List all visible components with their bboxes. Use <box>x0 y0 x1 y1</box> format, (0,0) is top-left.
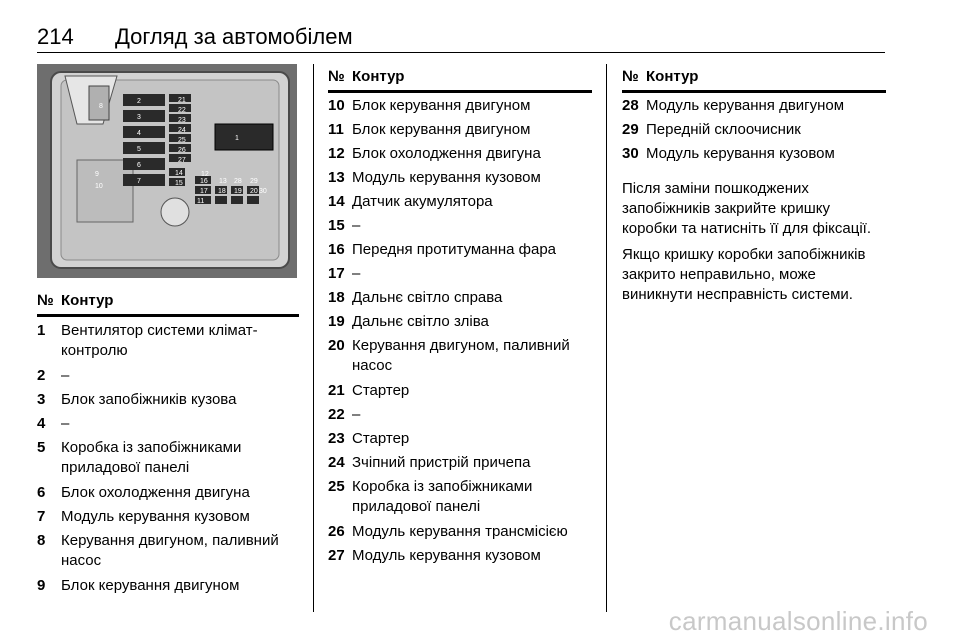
mounting-stud <box>161 198 189 226</box>
fuse-label: 13 <box>219 178 227 185</box>
fuse-label: 6 <box>137 162 141 169</box>
item-number: 16 <box>328 241 345 258</box>
item-number: 19 <box>328 313 345 330</box>
item-label: Стартер <box>352 430 410 447</box>
fuse-label: 14 <box>175 170 183 177</box>
paragraph-line: Після заміни пошкоджених <box>622 180 809 197</box>
item-number: 10 <box>328 97 345 114</box>
item-label-cont: насос <box>352 357 393 374</box>
item-label: Дальнє світло справа <box>352 289 503 306</box>
fuse-label: 11 <box>197 198 205 205</box>
page-header <box>37 24 885 53</box>
item-label: Модуль керування кузовом <box>61 508 250 525</box>
item-label: Блок охолодження двигуна <box>61 484 250 501</box>
header-label: Контур <box>352 68 405 85</box>
item-label: Модуль керування трансмісією <box>352 523 568 540</box>
item-number: 13 <box>328 169 345 186</box>
fuse-label: 30 <box>259 188 267 195</box>
fuse-label: 21 <box>178 97 186 104</box>
fuse-label: 18 <box>218 188 226 195</box>
item-label: Передня протитуманна фара <box>352 241 557 258</box>
item-label: – <box>61 367 70 384</box>
item-label: Модуль керування кузовом <box>646 145 835 162</box>
item-number: 4 <box>37 415 46 432</box>
item-label: – <box>352 265 361 282</box>
item-number: 30 <box>622 145 639 162</box>
column-divider <box>606 64 607 612</box>
fuse-label: 7 <box>137 178 141 185</box>
item-number: 11 <box>328 121 344 138</box>
item-label: Коробка із запобіжниками <box>61 439 242 456</box>
item-label: Блок запобіжників кузова <box>61 391 237 408</box>
item-label: Коробка із запобіжниками <box>352 478 533 495</box>
fuse-label: 9 <box>95 171 99 178</box>
item-number: 17 <box>328 265 345 282</box>
item-number: 14 <box>328 193 345 210</box>
item-label: Зчіпний пристрій причепа <box>352 454 531 471</box>
fuse-label: 1 <box>235 135 239 142</box>
instruction-paragraph <box>622 179 902 239</box>
item-number: 20 <box>328 337 345 354</box>
item-label: Датчик акумулятора <box>352 193 493 210</box>
table-header <box>622 68 886 93</box>
item-label: Модуль керування кузовом <box>352 547 541 564</box>
fuse-label: 26 <box>178 147 186 154</box>
table-header <box>328 68 592 93</box>
fuse-slot <box>215 124 273 150</box>
paragraph-line: Якщо кришку коробки запобіжників <box>622 246 866 263</box>
watermark: carmanualsonline.info <box>668 606 928 636</box>
warning-paragraph <box>622 245 902 305</box>
item-number: 27 <box>328 547 345 564</box>
item-number: 23 <box>328 430 345 447</box>
fuse-label: 8 <box>99 103 103 110</box>
item-number: 15 <box>328 217 345 234</box>
paragraph-line: коробки та натисніть її для фіксації. <box>622 220 871 237</box>
fuse-box-illustration <box>37 64 297 278</box>
fuse-label: 5 <box>137 146 141 153</box>
header-num: № <box>622 68 639 85</box>
item-number: 28 <box>622 97 639 114</box>
paragraph-line: запобіжників закрийте кришку <box>622 200 830 217</box>
fuse-label: 2 <box>137 98 141 105</box>
item-label: Стартер <box>352 382 410 399</box>
fuse-box-diagram <box>37 64 297 278</box>
header-label: Контур <box>61 292 114 309</box>
fuse-label: 3 <box>137 114 141 121</box>
item-label: Блок керування двигуном <box>352 121 531 138</box>
item-number: 18 <box>328 289 345 306</box>
page-title: Догляд за автомобілем <box>115 24 353 49</box>
header-num: № <box>37 292 54 309</box>
item-label: Дальнє світло зліва <box>352 313 489 330</box>
item-number: 12 <box>328 145 345 162</box>
item-number: 25 <box>328 478 345 495</box>
item-number: 7 <box>37 508 46 525</box>
fuse-label: 10 <box>95 183 103 190</box>
item-label: Керування двигуном, паливний <box>61 532 279 549</box>
fuse-label: 24 <box>178 127 186 134</box>
header-label: Контур <box>646 68 699 85</box>
fuse-label: 23 <box>178 117 186 124</box>
item-number: 24 <box>328 454 345 471</box>
table-header <box>37 292 299 317</box>
item-label-cont: приладової панелі <box>352 498 481 515</box>
page-number: 214 <box>37 24 74 49</box>
item-label: Блок керування двигуном <box>352 97 531 114</box>
item-label: Вентилятор системи клімат- <box>61 322 258 339</box>
fuse-label: 16 <box>200 178 208 185</box>
item-label: – <box>61 415 70 432</box>
paragraph-line: закрито неправильно, може <box>622 266 816 283</box>
item-label-cont: контролю <box>61 342 128 359</box>
item-label: – <box>352 406 361 423</box>
fuse-label: 20 <box>250 188 258 195</box>
item-label: Блок керування двигуном <box>61 577 240 594</box>
item-label-cont: насос <box>61 552 102 569</box>
fuse-label: 28 <box>234 178 242 185</box>
fuse-label: 27 <box>178 157 186 164</box>
item-number: 8 <box>37 532 46 549</box>
item-number: 22 <box>328 406 345 423</box>
item-number: 9 <box>37 577 46 594</box>
fuse-label: 19 <box>234 188 242 195</box>
paragraph-line: виникнути несправність системи. <box>622 286 853 303</box>
fuse-label: 4 <box>137 130 141 137</box>
item-label: Блок охолодження двигуна <box>352 145 541 162</box>
item-label: Модуль керування двигуном <box>646 97 845 114</box>
item-number: 21 <box>328 382 345 399</box>
item-number: 3 <box>37 391 46 408</box>
item-number: 6 <box>37 484 46 501</box>
fuse-label: 25 <box>178 137 186 144</box>
item-label: – <box>352 217 361 234</box>
item-number: 2 <box>37 367 46 384</box>
item-number: 29 <box>622 121 639 138</box>
fuse-label: 17 <box>200 188 208 195</box>
item-number: 1 <box>37 322 46 339</box>
fuse-label: 12 <box>201 171 209 178</box>
item-label: Керування двигуном, паливний <box>352 337 570 354</box>
column-divider <box>313 64 314 612</box>
item-number: 26 <box>328 523 345 540</box>
header-num: № <box>328 68 345 85</box>
fuse-label: 15 <box>175 180 183 187</box>
item-label: Передній склоочисник <box>646 121 801 138</box>
item-number: 5 <box>37 439 46 456</box>
item-label: Модуль керування кузовом <box>352 169 541 186</box>
fuse-label: 22 <box>178 107 186 114</box>
item-label-cont: приладової панелі <box>61 459 190 476</box>
fuse-label: 29 <box>250 178 258 185</box>
